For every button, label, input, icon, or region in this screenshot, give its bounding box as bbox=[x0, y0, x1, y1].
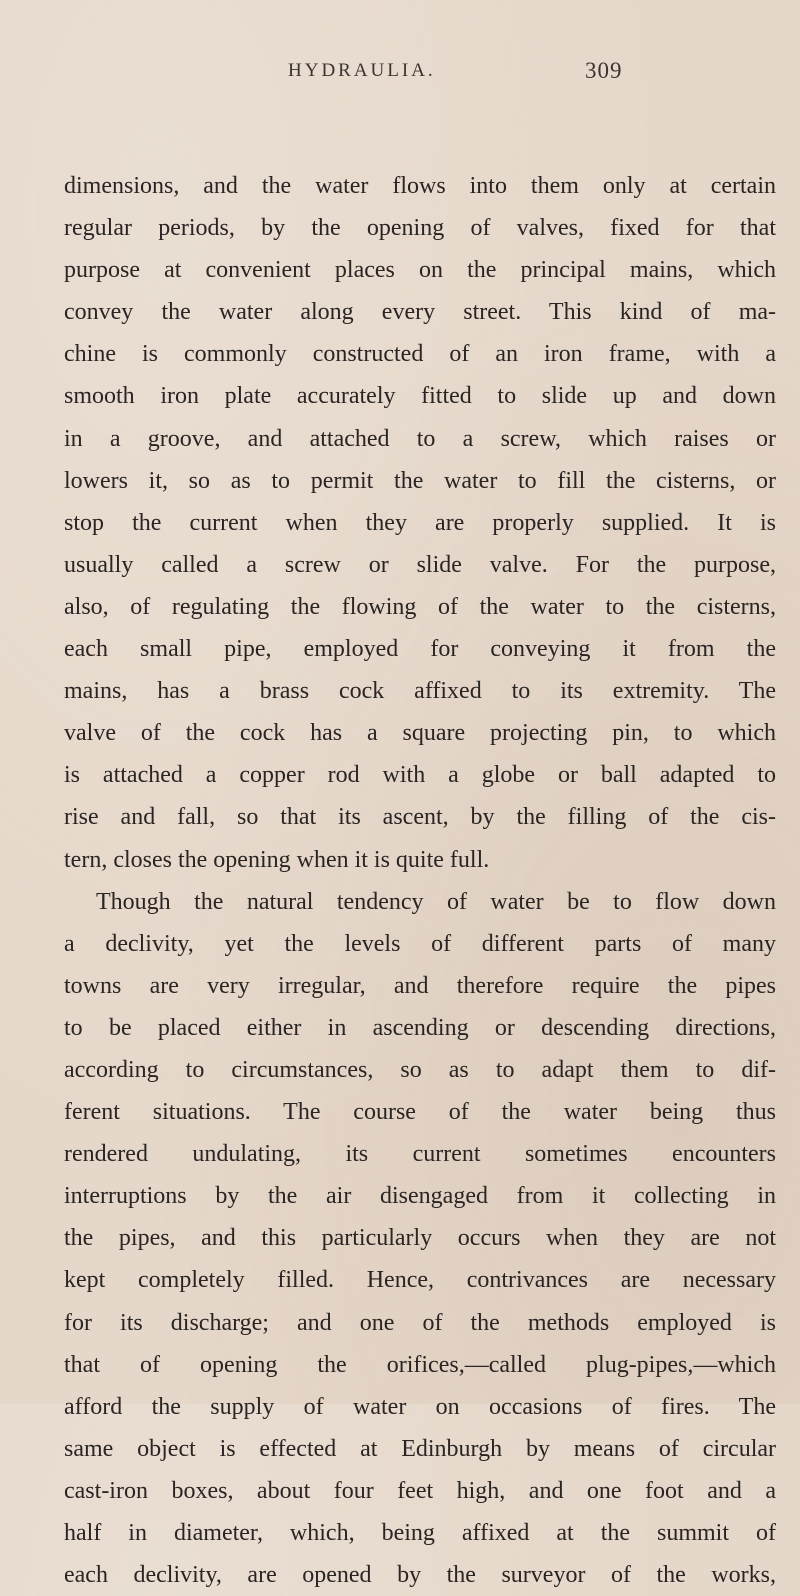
text-line: usually called a screw or slide valve. For the purpose, bbox=[64, 551, 776, 578]
text-line: rise and fall, so that its ascent, by the filling of the cis- bbox=[64, 804, 776, 831]
text-line: convey the water along every street. This kind of ma- bbox=[64, 299, 776, 326]
text-line: afford the supply of water on occasions of fires. The bbox=[64, 1393, 776, 1420]
text-line: the pipes, and this particularly occurs when they are not bbox=[64, 1225, 776, 1252]
text-line: is attached a copper rod with a globe or ball adapted to bbox=[64, 762, 776, 789]
text-line: Though the natural tendency of water be to flow down bbox=[96, 888, 776, 915]
text-line: ferent situations. The course of the water being thus bbox=[64, 1099, 776, 1126]
text-line: interruptions by the air disengaged from it collecting in bbox=[64, 1183, 776, 1210]
text-line: mains, has a brass cock affixed to its extremity. The bbox=[64, 678, 776, 705]
text-line: in a groove, and attached to a screw, which raises or bbox=[64, 425, 776, 452]
running-head-title: HYDRAULIA. bbox=[288, 60, 436, 81]
running-head bbox=[0, 58, 800, 88]
text-line: that of opening the orifices,—called plug-pipes,—which bbox=[64, 1351, 776, 1378]
page-number: 309 bbox=[585, 58, 623, 83]
text-line: each declivity, are opened by the surveyor of the works, bbox=[64, 1562, 776, 1589]
text-line: smooth iron plate accurately fitted to slide up and down bbox=[64, 383, 776, 410]
text-line: purpose at convenient places on the principal mains, which bbox=[64, 257, 776, 284]
body-text bbox=[64, 165, 776, 1596]
text-line: according to circumstances, so as to adapt them to dif- bbox=[64, 1056, 776, 1083]
text-line: to be placed either in ascending or descending directions, bbox=[64, 1014, 776, 1041]
text-line: rendered undulating, its current sometimes encounters bbox=[64, 1141, 776, 1168]
text-line: same object is effected at Edinburgh by means of circular bbox=[64, 1435, 776, 1462]
text-line: lowers it, so as to permit the water to fill the cisterns, or bbox=[64, 467, 776, 494]
text-line: towns are very irregular, and therefore require the pipes bbox=[64, 972, 776, 999]
text-line: a declivity, yet the levels of different parts of many bbox=[64, 930, 776, 957]
text-line: chine is commonly constructed of an iron frame, with a bbox=[64, 341, 776, 368]
text-line: kept completely filled. Hence, contrivances are necessary bbox=[64, 1267, 776, 1294]
text-line: tern, closes the opening when it is quite full. bbox=[64, 846, 490, 873]
text-line: dimensions, and the water flows into them only at certain bbox=[64, 173, 776, 199]
text-line: valve of the cock has a square projecting pin, to which bbox=[64, 720, 776, 747]
text-line: for its discharge; and one of the methods employed is bbox=[64, 1309, 776, 1336]
text-line: also, of regulating the flowing of the water to the cisterns, bbox=[64, 593, 776, 620]
text-line: regular periods, by the opening of valves, fixed for that bbox=[64, 215, 776, 242]
text-line: stop the current when they are properly supplied. It is bbox=[64, 509, 776, 536]
text-line: half in diameter, which, being affixed at the summit of bbox=[64, 1520, 776, 1546]
text-line: each small pipe, employed for conveying it from the bbox=[64, 636, 776, 663]
text-line: cast-iron boxes, about four feet high, and one foot and a bbox=[64, 1477, 776, 1504]
